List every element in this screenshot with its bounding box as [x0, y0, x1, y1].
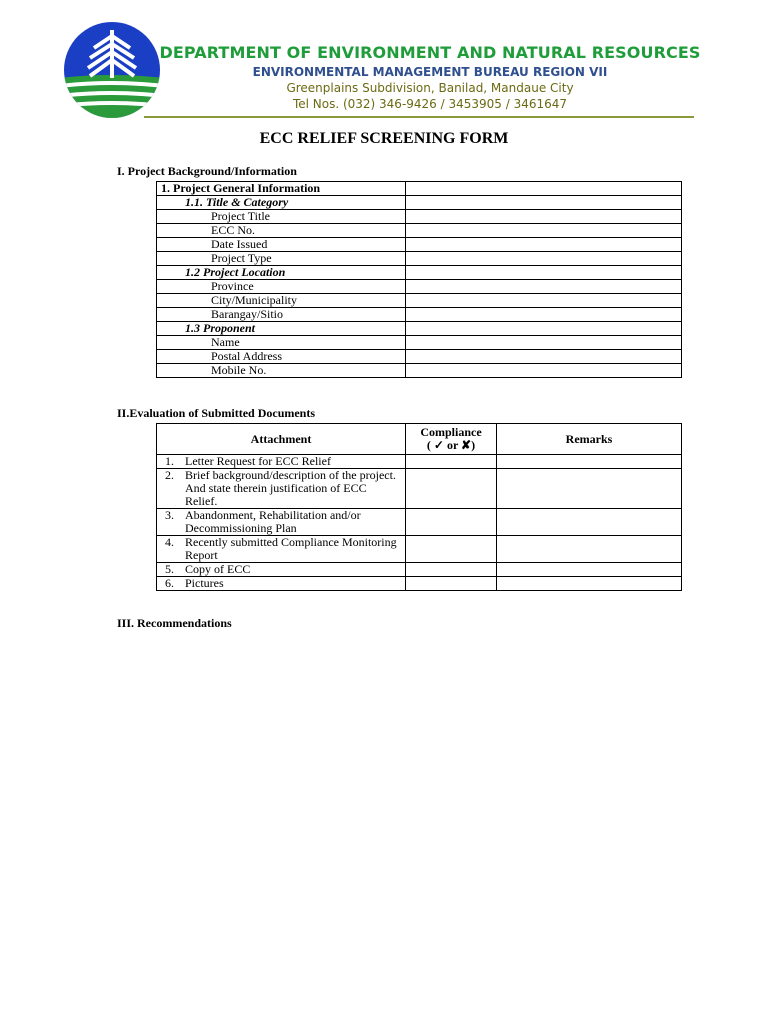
row-label: Project Type — [157, 252, 406, 266]
proponent-field[interactable] — [406, 322, 682, 336]
section-1-heading: I. Project Background/Information — [117, 164, 297, 178]
bureau-name: ENVIRONMENTAL MANAGEMENT BUREAU REGION VII — [252, 65, 608, 79]
item-text: Copy of ECC — [185, 562, 251, 576]
postal-address-field[interactable] — [406, 350, 682, 364]
remarks-cell[interactable] — [497, 469, 682, 509]
table-row — [157, 182, 682, 196]
item-number: 2. — [165, 468, 174, 482]
row-label: Project Title — [157, 210, 406, 224]
table-row — [157, 536, 682, 563]
row-label: Barangay/Sitio — [157, 308, 406, 322]
compliance-header — [406, 424, 497, 455]
table-row — [157, 509, 682, 536]
row-label: 1.2 Project Location — [157, 266, 406, 280]
attachment-cell — [157, 469, 406, 509]
item-text: Letter Request for ECC Relief — [185, 454, 331, 468]
compliance-cell[interactable] — [406, 563, 497, 577]
row-label: Mobile No. — [157, 364, 406, 378]
table-row — [157, 364, 682, 378]
table-row — [157, 350, 682, 364]
row-label: Province — [157, 280, 406, 294]
barangay-sitio-field[interactable] — [406, 308, 682, 322]
table-row — [157, 210, 682, 224]
title-category-field[interactable] — [406, 196, 682, 210]
row-label: Date Issued — [157, 238, 406, 252]
table-row — [157, 336, 682, 350]
compliance-sublabel: ( ✓ or ✘) — [426, 438, 476, 452]
compliance-cell[interactable] — [406, 536, 497, 563]
row-label: Postal Address — [157, 350, 406, 364]
name-field[interactable] — [406, 336, 682, 350]
table-row — [157, 224, 682, 238]
row-label: City/Municipality — [157, 294, 406, 308]
table-header-row — [157, 424, 682, 455]
project-type-field[interactable] — [406, 252, 682, 266]
city-municipality-field[interactable] — [406, 294, 682, 308]
compliance-cell[interactable] — [406, 577, 497, 591]
remarks-cell[interactable] — [497, 455, 682, 469]
attachment-cell — [157, 455, 406, 469]
remarks-cell[interactable] — [497, 509, 682, 536]
item-text: Pictures — [185, 576, 224, 590]
documents-table — [156, 423, 682, 591]
table-row — [157, 322, 682, 336]
department-name: DEPARTMENT OF ENVIRONMENT AND NATURAL RESOURCES — [159, 43, 701, 62]
row-label: ECC No. — [157, 224, 406, 238]
office-address: Greenplains Subdivision, Banilad, Mandaue City — [286, 81, 574, 95]
table-row — [157, 308, 682, 322]
mobile-no-field[interactable] — [406, 364, 682, 378]
phone-numbers: Tel Nos. (032) 346-9426 / 3453905 / 3461647 — [292, 97, 568, 111]
row-label: 1.3 Proponent — [157, 322, 406, 336]
compliance-label: Compliance — [420, 425, 482, 439]
table-row — [157, 294, 682, 308]
table-row — [157, 280, 682, 294]
header-divider — [144, 116, 694, 118]
attachment-header: Attachment — [157, 424, 406, 455]
item-text: Brief background/description of the project. And state therein justification of ECC Relief. — [185, 468, 396, 508]
project-general-info-field[interactable] — [406, 182, 682, 196]
compliance-cell[interactable] — [406, 469, 497, 509]
table-row — [157, 469, 682, 509]
item-number: 6. — [165, 576, 174, 590]
table-row — [157, 252, 682, 266]
row-label: 1.1. Title & Category — [157, 196, 406, 210]
item-number: 4. — [165, 535, 174, 549]
project-title-field[interactable] — [406, 210, 682, 224]
item-number: 5. — [165, 562, 174, 576]
date-issued-field[interactable] — [406, 238, 682, 252]
remarks-cell[interactable] — [497, 563, 682, 577]
section-3-heading: III. Recommendations — [117, 616, 232, 630]
ecc-no-field[interactable] — [406, 224, 682, 238]
item-number: 3. — [165, 508, 174, 522]
attachment-cell — [157, 563, 406, 577]
project-location-field[interactable] — [406, 266, 682, 280]
compliance-cell[interactable] — [406, 455, 497, 469]
attachment-cell — [157, 509, 406, 536]
row-label: 1. Project General Information — [157, 182, 406, 196]
project-info-table — [156, 181, 682, 378]
attachment-cell — [157, 536, 406, 563]
province-field[interactable] — [406, 280, 682, 294]
table-row — [157, 563, 682, 577]
table-row — [157, 238, 682, 252]
section-2-heading: II.Evaluation of Submitted Documents — [117, 406, 316, 420]
attachment-cell — [157, 577, 406, 591]
table-row — [157, 455, 682, 469]
compliance-cell[interactable] — [406, 509, 497, 536]
row-label: Name — [157, 336, 406, 350]
item-text: Abandonment, Rehabilitation and/or Decommissioning Plan — [185, 508, 361, 535]
table-row — [157, 266, 682, 280]
table-row — [157, 577, 682, 591]
table-row — [157, 196, 682, 210]
remarks-cell[interactable] — [497, 577, 682, 591]
item-number: 1. — [165, 454, 174, 468]
form-title: ECC RELIEF SCREENING FORM — [259, 130, 509, 147]
remarks-cell[interactable] — [497, 536, 682, 563]
denr-logo-icon — [60, 22, 164, 118]
remarks-header: Remarks — [497, 424, 682, 455]
item-text: Recently submitted Compliance Monitoring Report — [185, 535, 397, 562]
